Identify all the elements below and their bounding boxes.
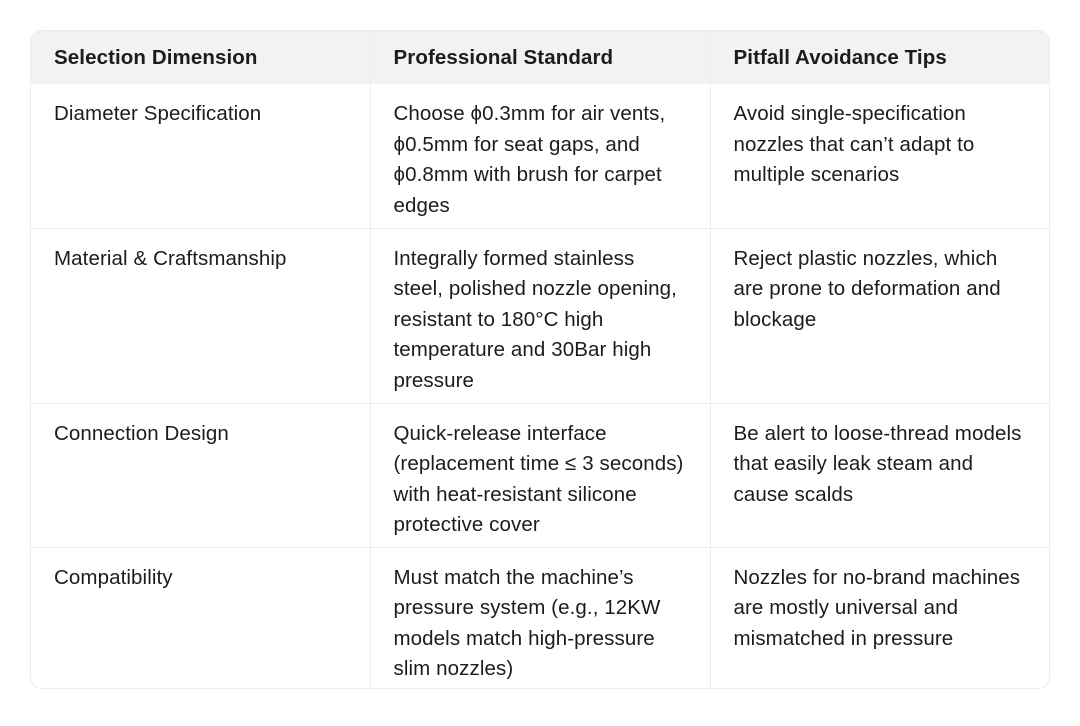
cell-tips: Avoid single-specification nozzles that can’t adapt to multiple scenarios [710,84,1050,228]
cell-standard: Quick-release interface (replacement time ≤ 3 seconds) with heat-resistant silicone protective cover [370,403,710,547]
cell-dimension: Diameter Specification [54,102,262,125]
header-row [31,31,1050,84]
table-row [31,403,1050,547]
cell-tips: Reject plastic nozzles, which are prone to deformation and blockage [710,228,1050,403]
header-pitfall-avoidance-tips: Pitfall Avoidance Tips [710,31,1050,84]
header-selection-dimension: Selection Dimension [54,45,258,69]
comparison-table-card [30,30,1050,689]
table-body [31,84,1050,689]
cell-tips: Nozzles for no-brand machines are mostly universal and mismatched in pressure [710,547,1050,689]
cell-standard: Must match the machine’s pressure system (e.g., 12KW models match high-pressure slim nozzles) [370,547,710,689]
cell-standard: Choose ϕ0.3mm for air vents, ϕ0.5mm for seat gaps, and ϕ0.8mm with brush for carpet edges [370,84,710,228]
table-row [31,84,1050,228]
cell-dimension: Connection Design [31,403,370,547]
cell-dimension: Material & Craftsmanship [31,228,370,403]
nozzle-selection-table [31,31,1050,689]
table-row [31,228,1050,403]
cell-standard: Integrally formed stainless steel, polished nozzle opening, resistant to 180°C high temperature and 30Bar high pressure [370,228,710,403]
table-header [31,31,1050,84]
table-row [31,547,1050,689]
header-professional-standard: Professional Standard [370,31,710,84]
cell-tips: Be alert to loose-thread models that easily leak steam and cause scalds [710,403,1050,547]
cell-dimension: Compatibility [31,547,370,689]
